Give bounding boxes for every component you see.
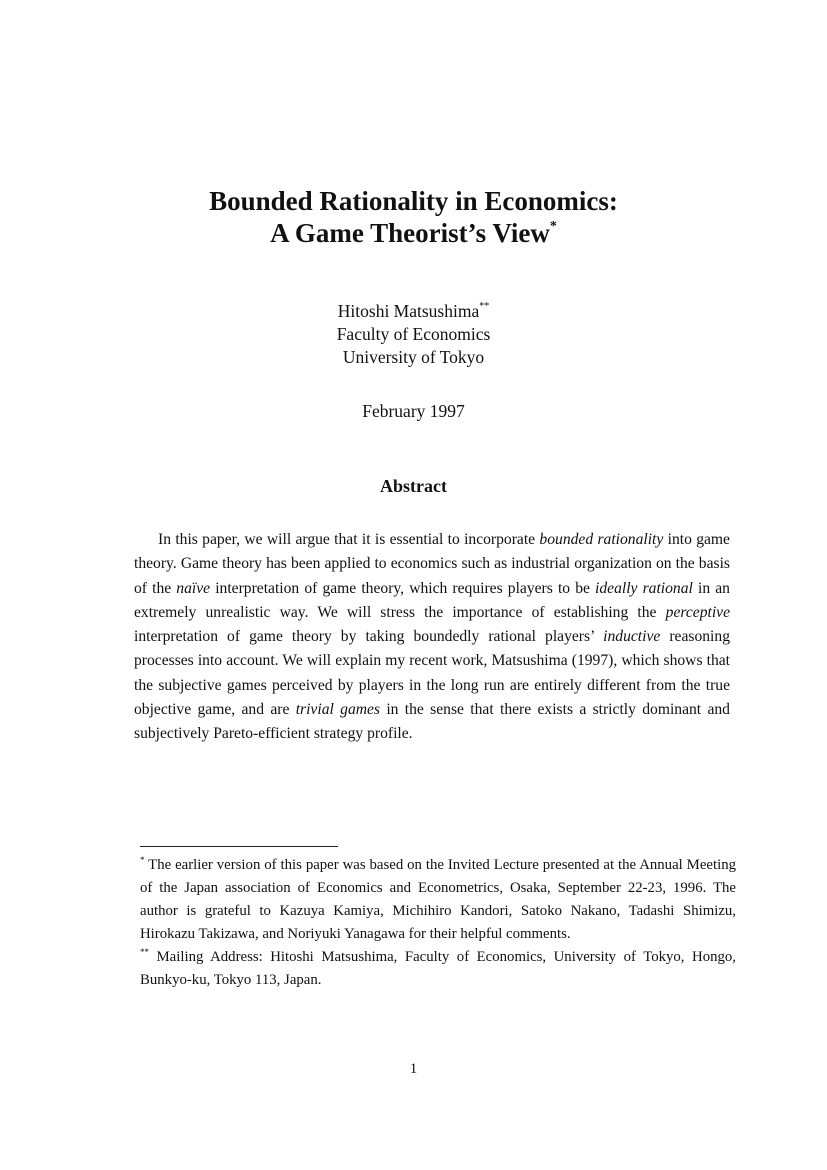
abstract-run: In this paper, we will argue that it is essential to incorporate [158,531,540,548]
abstract-text [134,528,730,747]
author-block [0,300,827,369]
author-name: Hitoshi Matsushima [337,301,480,321]
abstract-emphasis: ideally rational [595,579,693,597]
author-footnote-mark: ** [479,301,490,312]
abstract-run: interpretation of game theory by taking boundedly rational players’ [134,628,604,646]
footnote-1 [140,854,736,946]
abstract-run: in the sense that there exists a strictly dominant and subjectively Pareto-efficient strategy profile. [134,701,730,743]
abstract-emphasis: naïve [176,579,211,597]
footnote-1-mark: * [140,855,145,865]
footnote-2 [140,946,736,992]
author-affiliation-1: Faculty of Economics [336,324,491,344]
abstract-emphasis: perceptive [665,603,730,621]
author-name-line [0,300,827,323]
abstract-emphasis: bounded rationality [539,531,664,548]
title-line-1: Bounded Rationality in Economics: [209,186,618,216]
page-number: 1 [409,1061,418,1077]
title-footnote-mark: * [549,219,557,234]
title-line-2 [0,217,827,249]
footnote-2-text: Mailing Address: Hitoshi Matsushima, Faculty of Economics, University of Tokyo, Hongo, Bunkyo-ku, Tokyo 113, Japan. [140,949,736,988]
abstract-emphasis: trivial games [295,701,380,719]
title-line-2-text: A Game Theorist’s View [270,218,550,248]
abstract-run: into game theory. Game theory has been applied to economics such as industrial organization on the basis of the [134,531,730,597]
abstract-run: in an extremely unrealistic way. We will stress the importance of establishing the [134,579,730,621]
abstract-run: reasoning processes into account. We will explain my recent work, Matsushima (1997), which shows that the subjective games perceived by players in the long run are entirely different from the true objective game, and are [134,628,730,719]
footnote-2-mark: ** [140,947,149,957]
abstract-heading: Abstract [380,476,447,496]
paper-title [0,185,827,249]
footnote-1-text: The earlier version of this paper was based on the Invited Lecture presented at the Annual Meeting of the Japan association of Economics and Econometrics, Osaka, September 22-23, 1996. The author is grateful to Kazuya Kamiya, Michihiro Kandori, Satoko Nakano, Tadashi Shimizu, Hirokazu Takizawa, and Noriyuki Yanagawa for their helpful comments. [140,857,736,942]
abstract-emphasis: inductive [603,628,661,646]
author-affiliation-2: University of Tokyo [342,347,485,367]
abstract-run: interpretation of game theory, which requires players to be [210,579,596,597]
footnote-separator [140,846,338,847]
footnotes [140,854,736,992]
paper-date: February 1997 [362,401,465,421]
